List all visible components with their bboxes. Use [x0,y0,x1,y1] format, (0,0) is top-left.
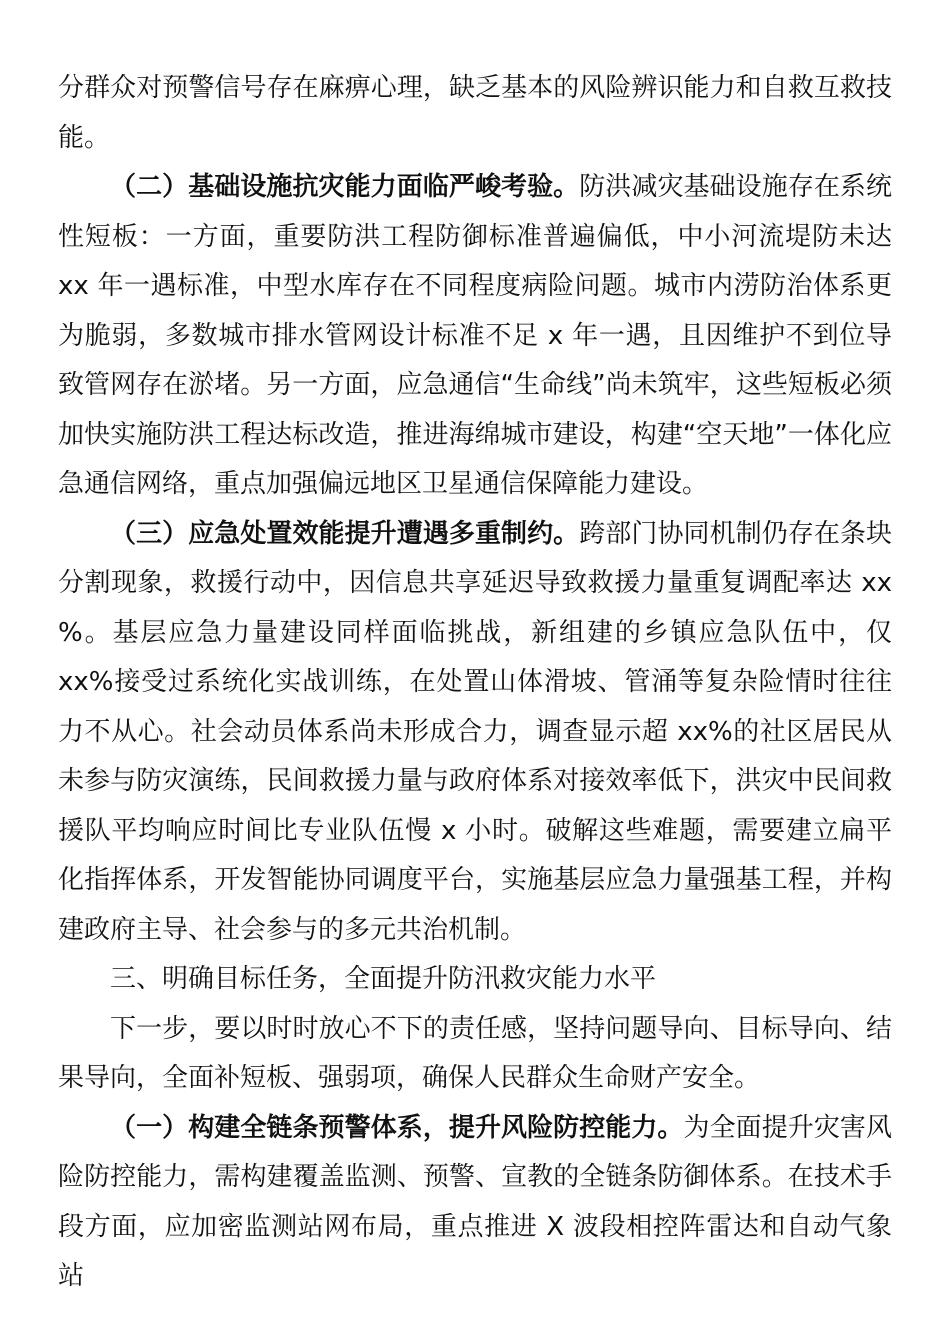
paragraph-continuation [58,64,892,163]
section-title [58,955,892,1005]
paragraph-infrastructure [58,163,892,510]
paragraph-text: 分群众对预警信号存在麻痹心理，缺乏基本的风险辨识能力和自救互救技能。 [58,73,892,153]
paragraph-heading: （三）应急处置效能提升遭遇多重制约。 [110,518,580,549]
paragraph-warning-system [58,1104,892,1302]
paragraph-text: 下一步，要以时时放心不下的责任感，坚持问题导向、目标导向、结果导向，全面补短板、强弱项，确保人民群众生命财产安全。 [58,1013,892,1093]
document-page [58,64,892,1302]
paragraph-text: 为全面提升灾害风险防控能力，需构建覆盖监测、预警、宣教的全链条防御体系。在技术手段方面，应加密监测站网布局，重点推进 X 波段相控阵雷达和自动气象站 [58,1112,892,1291]
paragraph-heading: （二）基础设施抗灾能力面临严峻考验。 [110,172,580,202]
section-title-text: 三、明确目标任务，全面提升防汛救灾能力水平 [110,964,657,994]
paragraph-text: 跨部门协同机制仍存在条块分割现象，救援行动中，因信息共享延迟导致救援力量重复调配率达 xx %。基层应急力量建设同样面临挑战，新组建的乡镇应急队伍中，仅 xx%接受过系统化实战训练，在处置山体滑坡、管涌等复杂险情时往往力不从心。社会动员体系尚未形成合力，调查显示超 xx%的社区居民从未参与防灾演练，民间救援力量与政府体系对接效率低下，洪灾中民间救援队平均响应时间比专业队伍慢 x 小时。破解这些难题，需要建立扁平化指挥体系，开发智能协同调度平台，实施基层应急力量强基工程，并构建政府主导、社会参与的多元共治机制。 [58,518,892,945]
paragraph-heading: （一）构建全链条预警体系，提升风险防控能力。 [110,1112,684,1143]
paragraph-next-steps [58,1005,892,1104]
paragraph-text: 防洪减灾基础设施存在系统性短板：一方面，重要防洪工程防御标准普遍偏低，中小河流堤防未达 xx 年一遇标准，中型水库存在不同程度病险问题。城市内涝防治体系更为脆弱，多数城市排水管网设计标准不足 x 年一遇，且因维护不到位导致管网存在淤堵。另一方面，应急通信“生命线”尚未筑牢，这些短板必须加快实施防洪工程达标改造，推进海绵城市建设，构建“空天地”一体化应急通信网络，重点加强偏远地区卫星通信保障能力建设。 [58,172,892,499]
paragraph-emergency-response [58,510,892,956]
